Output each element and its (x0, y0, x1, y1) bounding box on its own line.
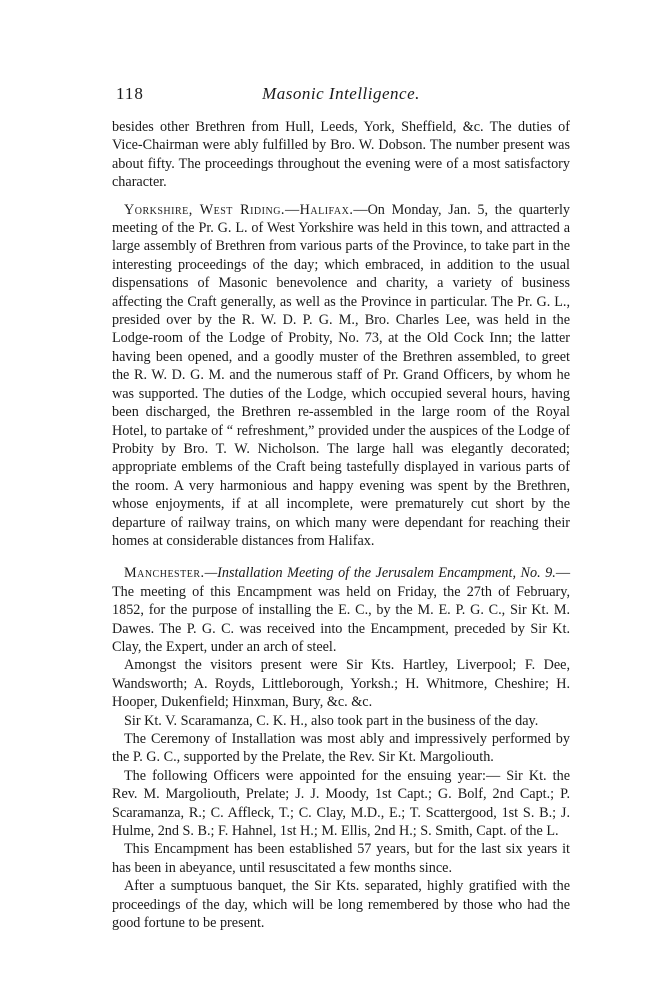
paragraph-text: After a sumptuous banquet, the Sir Kts. separated, highly gratified with the proceedings of the day, which will be long remembered by those who had the good fortune to be present. (112, 878, 570, 932)
paragraph-officers (112, 767, 570, 841)
place-heading: Yorkshire, West Riding.—Halifax. (124, 201, 354, 218)
paragraph-text: The Ceremony of Installation was most ably and impressively performed by the P. G. C., supported by the Prelate, the Rev. Sir Kt. Margoliouth. (112, 731, 570, 766)
meeting-title: —Installation Meeting of the Jerusalem Encampment, No. 9. (204, 565, 556, 582)
paragraph-ceremony (112, 730, 570, 767)
running-title: Masonic Intelligence. (262, 84, 420, 103)
page-number: 118 (116, 84, 144, 103)
paragraph-continuation (112, 118, 570, 192)
article-body (112, 118, 570, 932)
paragraph-text: Amongst the visitors present were Sir Kts. Hartley, Liverpool; F. Dee, Wandsworth; A. Royds, Littleborough, Yorksh.; H. Whitmore, Cheshire; H. Hooper, Dukenfield; Hinxman, Bury, &c. &c. (112, 657, 570, 711)
paragraph-text: Sir Kt. V. Scaramanza, C. K. H., also took part in the business of the day. (124, 712, 539, 729)
paragraph-text: —The meeting of this Encampment was held on Friday, the 27th of February, 1852, for the purpose of installing the E. C., by the M. E. P. G. C., Sir Kt. M. Dawes. The P. G. C. was received into the Encampment, preceded by Sir Kt. Clay, the Expert, under an arch of steel. (112, 565, 570, 655)
paragraph-visitors (112, 656, 570, 711)
paragraph-history (112, 840, 570, 877)
paragraph-banquet (112, 877, 570, 932)
paragraph-text: besides other Brethren from Hull, Leeds, York, Sheffield, &c. The duties of Vice-Chairman were ably fulfilled by Bro. W. Dobson. The number present was about fifty. The proceedings throughout the evening were of a most satisfactory character. (112, 119, 570, 191)
page-header (112, 84, 570, 112)
paragraph-scaramanza (112, 712, 570, 730)
paragraph-manchester (112, 564, 570, 656)
paragraph-text: —On Monday, Jan. 5, the quarterly meeting of the Pr. G. L. of West Yorkshire was held in this town, and attracted a large assembly of Brethren from various parts of the Province, to take part in the interesting proceedings of the day; which embraced, in addition to the usual dispensations of Masonic benevolence and charity, a variety of business affecting the Craft generally, as well as the Province in particular. The Pr. G. L., presided over by the R. W. D. P. G. M., Bro. Charles Lee, was held in the Lodge-room of the Lodge of Probity, No. 73, at the Old Cock Inn; the latter having been opened, and a goodly muster of the Brethren assembled, to greet the R. W. D. G. M. and the numerous staff of Pr. Grand Officers, by whom he was supported. The duties of the Lodge, which occupied several hours, having been discharged, the Brethren re-assembled in the large room of the Royal Hotel, to partake of “ refreshment,” provided under the auspices of the Lodge of Probity by Bro. T. W. Nicholson. The large hall was elegantly decorated; appropriate emblems of the Craft being tastefully displayed in various parts of the room. A very harmonious and happy evening was spent by the Brethren, whose enjoyments, if at all incomplete, were prematurely cut short by the departure of railway trains, on which many were dependant for reaching their homes at considerable distances from Halifax. (112, 201, 570, 549)
paragraph-text: The following Officers were appointed for the ensuing year:— Sir Kt. the Rev. M. Margoliouth, Prelate; J. J. Moody, 1st Capt.; G. Bolf, 2nd Capt.; P. Scaramanza, R.; C. Affleck, T.; C. Clay, M.D., E.; T. Scattergood, 1st S. B.; J. Hulme, 2nd S. B.; F. Hahnel, 1st H.; M. Ellis, 2nd H.; S. Smith, Capt. of the L. (112, 767, 570, 840)
place-heading: Manchester. (124, 565, 205, 582)
page (112, 84, 570, 932)
paragraph-text: This Encampment has been established 57 years, but for the last six years it has been in abeyance, until resuscitated a few months since. (112, 841, 570, 876)
paragraph-yorkshire (112, 201, 570, 551)
